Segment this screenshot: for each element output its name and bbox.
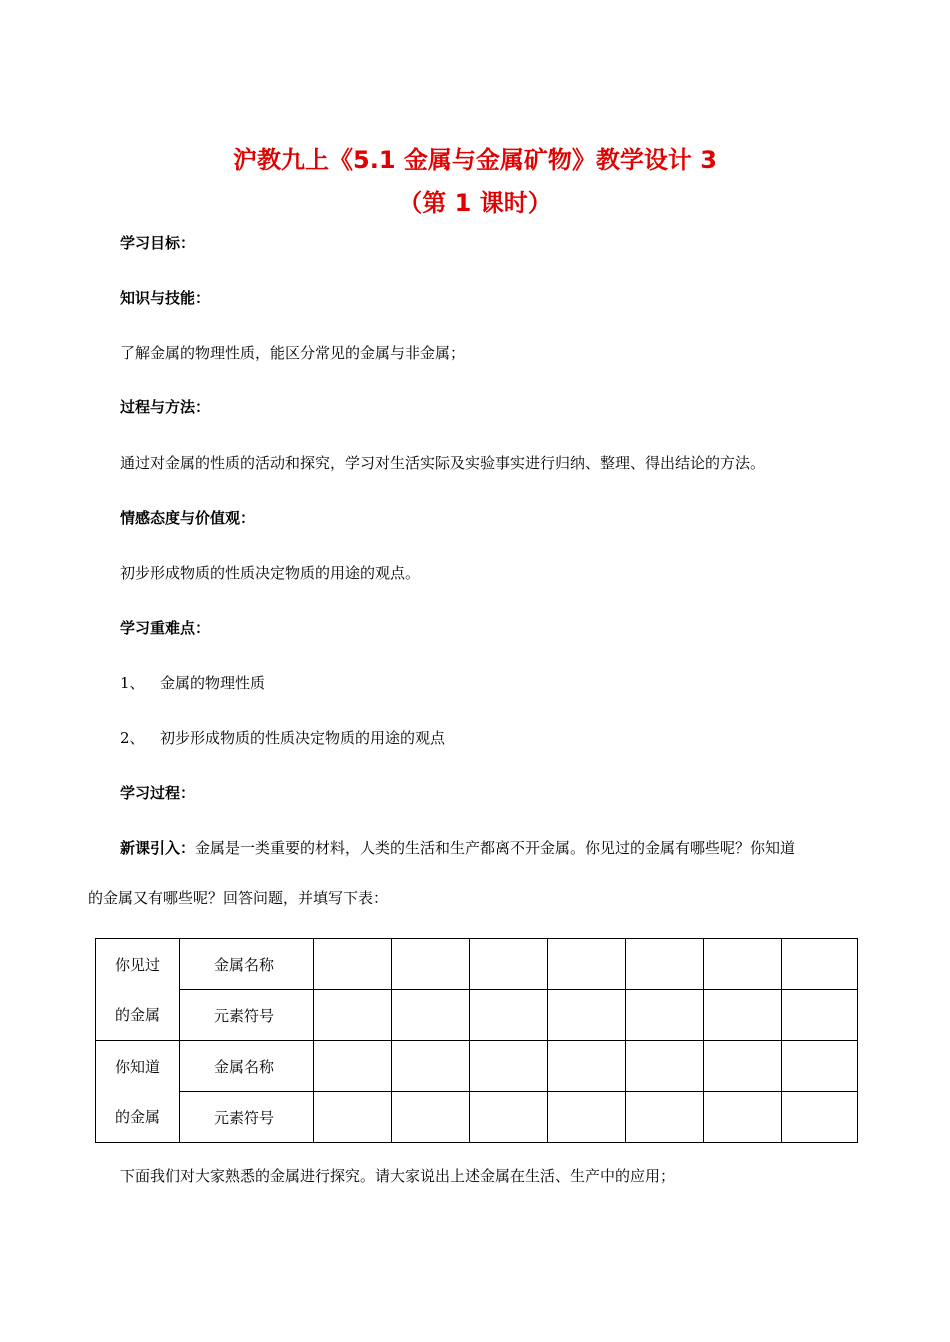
- procedure-heading: 学习过程：: [120, 784, 196, 802]
- group-label-top: 你知道: [114, 1057, 160, 1076]
- table-cell[interactable]: [470, 939, 548, 990]
- key-point-item: [120, 673, 265, 693]
- table-cell[interactable]: [314, 1092, 392, 1143]
- process-text: 通过对金属的性质的活动和探究，学习对生活实际及实验事实进行归纳、整理、得出结论的方法。: [120, 454, 766, 472]
- table-cell[interactable]: [470, 1092, 548, 1143]
- table-cell[interactable]: [470, 1041, 548, 1092]
- table-cell[interactable]: [782, 1041, 858, 1092]
- table-cell[interactable]: [392, 1041, 470, 1092]
- table-cell[interactable]: [782, 1092, 858, 1143]
- table-cell[interactable]: [392, 1092, 470, 1143]
- table-cell[interactable]: [626, 939, 704, 990]
- knowledge-heading: 知识与技能：: [120, 289, 211, 307]
- key-point-number: 1、: [120, 674, 145, 692]
- process-heading: 过程与方法：: [120, 398, 211, 416]
- table-cell[interactable]: [392, 939, 470, 990]
- table-row: [96, 1092, 858, 1143]
- objectives-heading: 学习目标：: [120, 234, 196, 252]
- table-cell[interactable]: [704, 1041, 782, 1092]
- key-point-text: 初步形成物质的性质决定物质的用途的观点: [160, 729, 446, 747]
- intro-text: 金属是一类重要的材料，人类的生活和生产都离不开金属。你见过的金属有哪些呢？你知道: [195, 839, 796, 857]
- table-cell[interactable]: [314, 939, 392, 990]
- attitude-heading: 情感态度与价值观：: [120, 509, 256, 527]
- table-row: [96, 990, 858, 1041]
- row-label: 元素符号: [180, 990, 314, 1041]
- table-cell[interactable]: [548, 990, 626, 1041]
- key-point-number: 2、: [120, 729, 145, 747]
- table-cell[interactable]: [470, 990, 548, 1041]
- metals-table: [95, 938, 858, 1143]
- table-cell[interactable]: [704, 1092, 782, 1143]
- intro-label: 新课引入：: [120, 839, 196, 857]
- table-cell[interactable]: [626, 1092, 704, 1143]
- group-label: [96, 939, 180, 1041]
- row-label: 金属名称: [180, 1041, 314, 1092]
- document-subtitle: （第 1 课时）: [398, 189, 552, 217]
- table-cell[interactable]: [626, 1041, 704, 1092]
- group-label-bottom: 的金属: [114, 1107, 160, 1126]
- key-point-item: [120, 728, 445, 748]
- table-cell[interactable]: [704, 939, 782, 990]
- group-label-bottom: 的金属: [114, 1005, 160, 1024]
- table-cell[interactable]: [782, 939, 858, 990]
- table-cell[interactable]: [548, 1041, 626, 1092]
- key-point-text: 金属的物理性质: [160, 674, 266, 692]
- table-row: [96, 1041, 858, 1092]
- table-cell[interactable]: [626, 990, 704, 1041]
- key-points-heading: 学习重难点：: [120, 619, 211, 637]
- intro-continuation: 的金属又有哪些呢？回答问题，并填写下表：: [88, 889, 389, 907]
- table-cell[interactable]: [548, 939, 626, 990]
- group-label-top: 你见过: [114, 955, 160, 974]
- group-label: [96, 1041, 180, 1143]
- row-label: 金属名称: [180, 939, 314, 990]
- attitude-text: 初步形成物质的性质决定物质的用途的观点。: [120, 564, 421, 582]
- table-cell[interactable]: [548, 1092, 626, 1143]
- table-cell[interactable]: [392, 990, 470, 1041]
- row-label: 元素符号: [180, 1092, 314, 1143]
- table-cell[interactable]: [314, 990, 392, 1041]
- table-cell[interactable]: [782, 990, 858, 1041]
- knowledge-text: 了解金属的物理性质，能区分常见的金属与非金属；: [120, 344, 466, 362]
- intro-paragraph: [120, 838, 795, 858]
- closing-text: 下面我们对大家熟悉的金属进行探究。请大家说出上述金属在生活、生产中的应用；: [120, 1167, 676, 1185]
- table-cell[interactable]: [704, 990, 782, 1041]
- table-row: [96, 939, 858, 990]
- document-title: 沪教九上《5.1 金属与金属矿物》教学设计 3: [233, 146, 717, 174]
- table-cell[interactable]: [314, 1041, 392, 1092]
